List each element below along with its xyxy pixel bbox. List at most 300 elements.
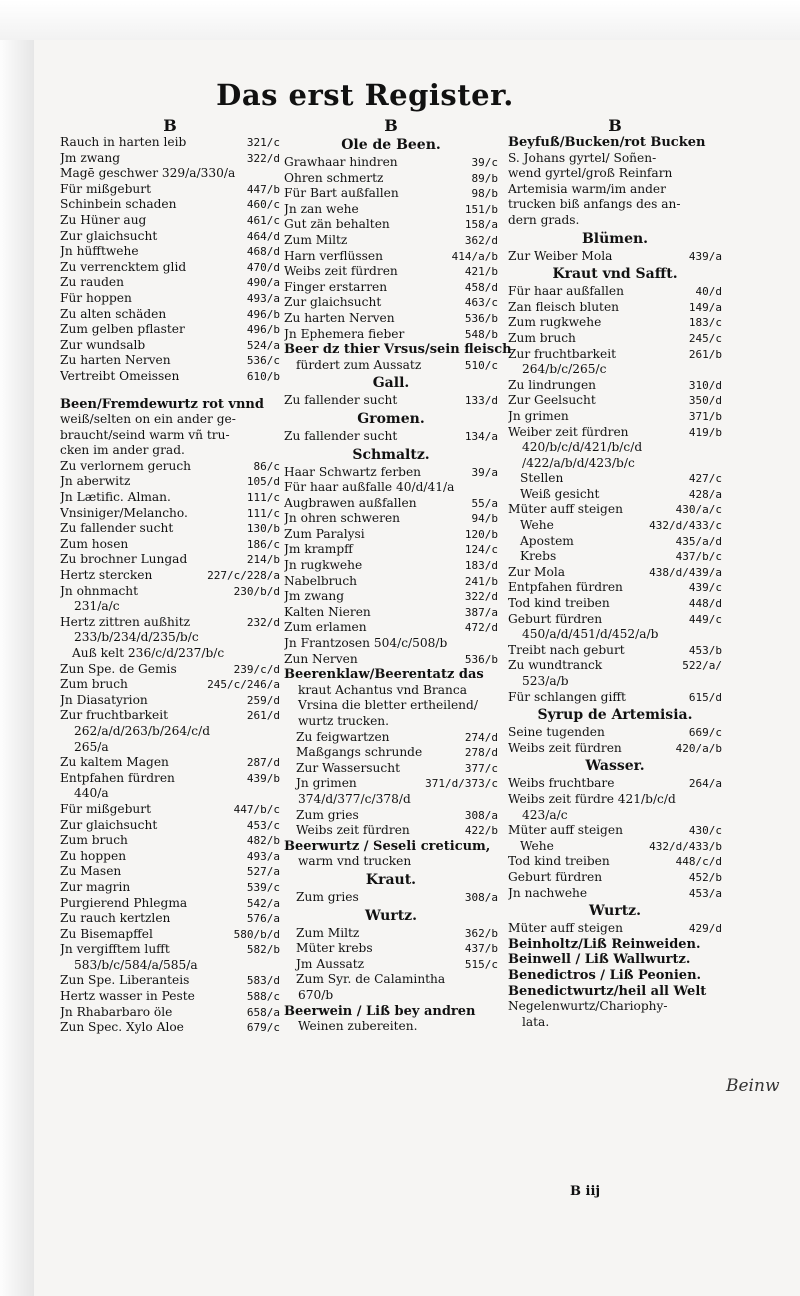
- entry-term: Für Bart außfallen: [284, 186, 399, 201]
- entry-term: Zan fleisch bluten: [508, 299, 620, 314]
- register-entry: [508, 596, 722, 612]
- register-entry: [60, 771, 280, 787]
- entry-reference: 214/b: [246, 553, 280, 567]
- register-entry: [508, 409, 722, 425]
- register-column-2: [284, 116, 512, 1035]
- entry-reference: 245/c: [688, 331, 722, 345]
- entry-reference: 111/c: [246, 491, 280, 505]
- entry-reference: 437/b: [464, 942, 498, 956]
- entry-reference: 308/a: [464, 890, 498, 904]
- entry-term: Für hoppen: [60, 290, 132, 305]
- entry-reference: 610/b: [246, 369, 280, 383]
- entry-term: Weiß gesicht: [520, 486, 600, 501]
- register-entry: [508, 565, 722, 581]
- entry-term: Müter krebs: [296, 941, 373, 956]
- entry-term: Jn Rhabarbaro öle: [60, 1004, 173, 1019]
- register-headword: Beer dz thier Vrsus/sein fleisch: [284, 342, 512, 358]
- register-entry: [508, 425, 722, 441]
- entry-reference: 435/a/d: [675, 534, 722, 548]
- register-entry: [60, 213, 280, 229]
- entry-term: Zum rugkwehe: [508, 315, 602, 330]
- register-headword: Beerwein / Liß bey andren: [284, 1003, 476, 1019]
- entry-term: Zum gries: [296, 889, 359, 904]
- register-entry: [60, 229, 280, 245]
- entry-term: Schinbein schaden: [60, 197, 177, 212]
- register-continuation: 420/b/c/d/421/b/c/d: [522, 440, 643, 455]
- register-entry: [284, 249, 498, 265]
- register-entry: [508, 471, 722, 487]
- entry-term: Jn ohren schweren: [284, 511, 401, 526]
- entry-reference: 322/d: [246, 151, 280, 165]
- entry-reference: 548/b: [464, 327, 498, 341]
- entry-term: Purgierend Phlegma: [60, 895, 188, 910]
- register-continuation: 265/a: [74, 739, 109, 754]
- entry-term: Wehe: [520, 838, 554, 853]
- entry-term: Zum gries: [296, 807, 359, 822]
- register-entry: [60, 662, 280, 678]
- register-entry: [60, 833, 280, 849]
- entry-term: Zum bruch: [60, 833, 128, 848]
- entry-term: Hertz zittren außhitz: [60, 614, 191, 629]
- entry-term: fürdert zum Aussatz: [296, 357, 422, 372]
- entry-reference: 322/d: [464, 590, 498, 604]
- register-continuation: weiß/selten on ein ander ge-: [60, 412, 236, 427]
- entry-term: Geburt fürdren: [508, 611, 603, 626]
- entry-reference: 490/a: [246, 276, 280, 290]
- register-entry: [284, 574, 498, 590]
- entry-term: Zu brochner Lungad: [60, 552, 188, 567]
- entry-reference: 414/a/b: [451, 249, 498, 263]
- entry-reference: 437/b/c: [675, 550, 722, 564]
- entry-term: Für schlangen gifft: [508, 689, 626, 704]
- register-entry: [60, 151, 280, 167]
- entry-reference: 536/b: [464, 311, 498, 325]
- entry-term: Weibs zeit fürdren: [508, 740, 622, 755]
- register-entry: [60, 693, 280, 709]
- entry-reference: 186/c: [246, 537, 280, 551]
- register-entry: [60, 537, 280, 553]
- page-top-edge: [0, 0, 800, 40]
- register-entry: [60, 896, 280, 912]
- entry-term: Rauch in harten leib: [60, 135, 187, 149]
- register-entry: [60, 973, 280, 989]
- entry-reference: 582/b: [246, 943, 280, 957]
- entry-term: Zu rauden: [60, 275, 124, 290]
- register-headword: Beerenklaw/Beerentatz das: [284, 667, 484, 683]
- register-entry: [284, 295, 498, 311]
- entry-term: Kalten Nieren: [284, 604, 371, 619]
- register-entry: [60, 338, 280, 354]
- register-entry: [60, 369, 280, 385]
- entry-reference: 287/d: [246, 756, 280, 770]
- entry-reference: 39/c: [471, 156, 498, 169]
- entry-reference: 183/d: [464, 559, 498, 573]
- entry-term: Zum erlamen: [284, 620, 367, 635]
- entry-term: Jn Frantzosen 504/c/508/b: [284, 636, 448, 651]
- entry-reference: 527/a: [246, 865, 280, 879]
- register-entry: [508, 378, 722, 394]
- section-heading: Kraut.: [365, 871, 417, 888]
- entry-term: Zum gelben pflaster: [60, 322, 185, 337]
- register-entry: [284, 202, 498, 218]
- handwritten-margin-note: Beinw: [726, 1076, 780, 1096]
- entry-term: Weibs fruchtbare: [508, 776, 615, 791]
- register-continuation: 231/a/c: [74, 599, 120, 614]
- entry-term: Für mißgeburt: [60, 801, 151, 816]
- entry-reference: 377/c: [464, 761, 498, 775]
- register-entry: [60, 474, 280, 490]
- register-entry: [60, 927, 280, 943]
- register-entry: [508, 725, 722, 741]
- register-continuation: wurtz trucken.: [298, 714, 390, 728]
- register-entry: [60, 1020, 280, 1036]
- entry-reference: 576/a: [246, 912, 280, 926]
- entry-reference: 428/a: [688, 487, 722, 501]
- entry-term: Jn vergifftem lufft: [60, 942, 170, 957]
- register-entry: [60, 802, 280, 818]
- register-headword: Benedictwurtz/heil all Welt: [508, 983, 707, 999]
- register-entry: [60, 1005, 280, 1021]
- entry-reference: 438/d/439/a: [649, 565, 722, 579]
- entry-reference: 458/d: [464, 280, 498, 294]
- entry-reference: 510/c: [464, 358, 498, 372]
- entry-term: Zu Masen: [60, 864, 122, 879]
- register-continuation: cken im ander grad.: [60, 443, 185, 458]
- entry-reference: 98/b: [471, 187, 498, 201]
- register-continuation: 423/a/c: [522, 807, 568, 822]
- register-entry: [60, 646, 280, 662]
- register-entry: [284, 636, 498, 652]
- entry-reference: 261/d: [246, 709, 280, 723]
- register-entry: [508, 886, 722, 902]
- register-entry: [60, 521, 280, 537]
- register-continuation: braucht/seind warm vñ tru-: [60, 427, 230, 442]
- register-entry: [508, 249, 722, 265]
- entry-reference: 496/b: [246, 323, 280, 337]
- register-headword: Beyfuß/Bucken/rot Bucken: [508, 135, 706, 150]
- entry-reference: 496/b: [246, 307, 280, 321]
- register-entry: [60, 880, 280, 896]
- entry-term: Hertz stercken: [60, 568, 153, 583]
- register-continuation: trucken biß anfangs des an-: [508, 197, 681, 212]
- entry-term: Vertreibt Omeissen: [60, 368, 180, 383]
- entry-reference: 274/d: [464, 730, 498, 744]
- entry-term: Zum Syr. de Calamintha: [296, 972, 446, 987]
- entry-term: Auß kelt 236/c/d/237/b/c: [72, 646, 225, 660]
- section-heading: Ole de Been.: [341, 137, 441, 153]
- register-entry: [60, 708, 280, 724]
- entry-reference: 94/b: [471, 512, 498, 526]
- entry-reference: 133/d: [464, 394, 498, 408]
- entry-reference: 151/b: [464, 202, 498, 216]
- register-entry: [60, 552, 280, 568]
- section-heading: Gromen.: [357, 410, 425, 427]
- register-entry: [284, 527, 498, 543]
- register-entry: [60, 849, 280, 865]
- entry-reference: 230/b/d: [233, 584, 280, 598]
- entry-term: Jn Lætific. Alman.: [60, 490, 171, 505]
- entry-reference: 679/c: [246, 1021, 280, 1035]
- register-entry: [284, 511, 498, 527]
- entry-term: Müter auff steigen: [508, 921, 623, 936]
- entry-term: Zu rauch kertzlen: [60, 911, 171, 926]
- register-continuation: S. Johans gyrtel/ Soñen-: [508, 150, 657, 165]
- entry-term: Zu wundtranck: [508, 658, 603, 673]
- register-headword: Been/Fremdewurtz rot vnnd: [60, 396, 264, 412]
- register-entry: [284, 358, 498, 374]
- entry-term: Weiber zeit fürdren: [508, 424, 629, 439]
- entry-term: Zu fallender sucht: [284, 428, 398, 443]
- entry-term: Zur magrin: [60, 879, 131, 894]
- entry-reference: 472/d: [464, 621, 498, 635]
- register-continuation: 583/b/c/584/a/585/a: [74, 957, 198, 972]
- register-entry: [284, 264, 498, 280]
- register-continuation: 523/a/b: [522, 674, 569, 688]
- entry-reference: 259/d: [246, 693, 280, 707]
- entry-reference: 241/b: [464, 574, 498, 588]
- entry-reference: 464/d: [246, 229, 280, 243]
- entry-term: Jn Ephemera fieber: [284, 326, 405, 341]
- entry-term: Vnsiniger/Melancho.: [60, 505, 188, 520]
- entry-term: Jn ohnmacht: [60, 583, 139, 598]
- section-heading: Syrup de Artemisia.: [537, 707, 693, 724]
- register-entry: [284, 233, 498, 249]
- register-entry: [60, 307, 280, 323]
- entry-term: Wehe: [520, 518, 554, 533]
- page-title: Das erst Register.: [216, 78, 514, 112]
- entry-term: Für mißgeburt: [60, 181, 151, 196]
- register-entry: [284, 776, 498, 792]
- entry-reference: 432/d/433/b: [649, 839, 722, 853]
- entry-term: Zu hoppen: [60, 848, 127, 863]
- entry-reference: 149/a: [688, 300, 722, 314]
- register-entry: [508, 393, 722, 409]
- register-entry: [284, 393, 498, 409]
- register-entry: [60, 584, 280, 600]
- register-entry: [284, 926, 498, 942]
- entry-term: Apostem: [520, 533, 574, 548]
- entry-reference: 420/a/b: [675, 741, 722, 755]
- register-entry: [284, 957, 498, 973]
- entry-reference: 232/d: [246, 615, 280, 629]
- register-entry: [508, 331, 722, 347]
- register-entry: [508, 549, 722, 565]
- entry-reference: 453/b: [688, 643, 722, 657]
- entry-reference: 432/d/433/c: [649, 519, 722, 533]
- entry-term: Zu Bisemapffel: [60, 926, 153, 941]
- register-continuation: kraut Achantus vnd Branca: [298, 682, 467, 697]
- entry-reference: 134/a: [464, 429, 498, 443]
- register-entry: [508, 534, 722, 550]
- section-heading: Schmaltz.: [352, 446, 430, 463]
- entry-reference: 447/b/c: [233, 802, 280, 816]
- section-heading: Wurtz.: [588, 903, 641, 920]
- entry-reference: 124/c: [464, 543, 498, 557]
- entry-term: Zu lindrungen: [508, 377, 597, 392]
- entry-term: Entpfahen fürdren: [508, 580, 623, 595]
- entry-term: Zur wundsalb: [60, 337, 146, 352]
- entry-term: Müter auff steigen: [508, 823, 623, 838]
- register-entry: [508, 741, 722, 757]
- entry-term: Zum Miltz: [296, 925, 360, 940]
- entry-reference: 245/c/246/a: [207, 678, 280, 692]
- signature-mark: B iij: [570, 1184, 601, 1199]
- register-entry: [60, 135, 280, 151]
- register-continuation: 374/d/377/c/378/d: [298, 791, 411, 806]
- register-continuation: lata.: [522, 1014, 550, 1029]
- register-entry: [508, 315, 722, 331]
- register-entry: [284, 155, 498, 171]
- entry-reference: 460/c: [246, 198, 280, 212]
- entry-reference: 321/c: [246, 136, 280, 149]
- entry-term: Nabelbruch: [284, 573, 357, 588]
- entry-term: Zum bruch: [508, 330, 576, 345]
- register-entry: [60, 244, 280, 260]
- register-entry: [508, 518, 722, 534]
- register-continuation: 264/b/c/265/c: [522, 362, 607, 377]
- entry-term: Zum bruch: [60, 677, 128, 692]
- register-entry: [284, 465, 498, 481]
- register-continuation: Artemisia warm/im ander: [508, 181, 666, 196]
- register-entry: [508, 839, 722, 855]
- register-entry: [60, 755, 280, 771]
- register-headword: Benedictros / Liß Peonien.: [508, 967, 702, 983]
- entry-term: Hertz wasser in Peste: [60, 989, 195, 1004]
- register-entry: [508, 643, 722, 659]
- entry-reference: 536/c: [246, 354, 280, 368]
- entry-reference: 130/b: [246, 522, 280, 536]
- entry-reference: 422/b: [464, 824, 498, 838]
- entry-term: Weibs zeit fürdren: [296, 823, 410, 838]
- entry-term: Harn verflüssen: [284, 248, 383, 263]
- entry-reference: 362/b: [464, 926, 498, 940]
- register-continuation: 450/a/d/451/d/452/a/b: [522, 627, 659, 642]
- register-entry: [60, 353, 280, 369]
- entry-term: Seine tugenden: [508, 725, 605, 740]
- entry-term: Finger erstarren: [284, 279, 388, 294]
- register-entry: [284, 808, 498, 824]
- register-continuation: 440/a: [74, 786, 109, 801]
- entry-reference: 461/c: [246, 213, 280, 227]
- register-entry: [284, 496, 498, 512]
- entry-term: Zur glaichsucht: [60, 817, 158, 832]
- entry-term: Treibt nach geburt: [508, 642, 625, 657]
- spacer: [60, 385, 280, 397]
- entry-term: Zur fruchtbarkeit: [508, 346, 617, 361]
- entry-term: Für haar außfallen: [508, 284, 624, 299]
- register-entry: [284, 311, 498, 327]
- register-headword: Beinwell / Liß Wallwurtz.: [508, 952, 691, 968]
- entry-reference: 183/c: [688, 316, 722, 330]
- register-continuation: 262/a/d/263/b/264/c/d: [74, 723, 211, 738]
- entry-term: Zun Nerven: [284, 651, 358, 666]
- entry-term: Gut zän behalten: [284, 217, 390, 232]
- entry-reference: 669/c: [688, 726, 722, 740]
- entry-reference: 453/a: [688, 886, 722, 900]
- entry-reference: 542/a: [246, 896, 280, 910]
- entry-term: Jm zwang: [60, 150, 121, 165]
- entry-reference: 111/c: [246, 506, 280, 520]
- register-entry: [284, 605, 498, 621]
- entry-term: Jn grimen: [508, 408, 569, 423]
- entry-reference: 429/d: [688, 922, 722, 936]
- entry-term: Tod kind treiben: [508, 596, 610, 611]
- entry-term: Zur Mola: [508, 564, 565, 579]
- entry-term: Zum Miltz: [284, 232, 348, 247]
- entry-reference: 468/d: [246, 245, 280, 259]
- entry-term: Jn nachwehe: [508, 885, 588, 900]
- register-entry: [284, 589, 498, 605]
- entry-term: Jn grimen: [296, 776, 357, 791]
- register-entry: [284, 941, 498, 957]
- entry-term: Müter auff steigen: [508, 502, 623, 517]
- entry-reference: 449/c: [688, 612, 722, 626]
- register-entry: [508, 612, 722, 628]
- entry-term: Zur Geelsucht: [508, 393, 596, 408]
- entry-term: Zur glaichsucht: [60, 228, 158, 243]
- entry-reference: 430/c: [688, 824, 722, 838]
- register-headword: Beerwurtz / Seseli creticum,: [284, 838, 491, 854]
- entry-term: Zu fallender sucht: [284, 393, 398, 408]
- register-entry: [284, 327, 498, 343]
- entry-term: Magē geschwer 329/a/330/a: [60, 166, 236, 181]
- entry-term: Zu fallender sucht: [60, 521, 174, 536]
- register-continuation: 670/b: [298, 987, 334, 1002]
- entry-reference: 350/d: [688, 394, 722, 408]
- entry-reference: 158/a: [464, 218, 498, 232]
- register-entry: [508, 921, 722, 937]
- register-entry: [508, 300, 722, 316]
- register-entry: [284, 890, 498, 906]
- entry-reference: 448/c/d: [675, 855, 722, 869]
- register-entry: [60, 677, 280, 693]
- entry-term: Jn aberwitz: [60, 474, 131, 489]
- entry-term: Zu harten Nerven: [284, 310, 395, 325]
- register-entry: [60, 989, 280, 1005]
- register-entry: [284, 480, 498, 496]
- register-entry: [508, 580, 722, 596]
- register-entry: [60, 275, 280, 291]
- entry-reference: 658/a: [246, 1005, 280, 1019]
- column-letter-head: B: [163, 116, 177, 135]
- entry-reference: 308/a: [464, 808, 498, 822]
- entry-reference: 227/c/228/a: [207, 569, 280, 583]
- register-entry: [508, 792, 722, 808]
- entry-term: Geburt fürdren: [508, 869, 603, 884]
- register-entry: [60, 818, 280, 834]
- entry-reference: 453/c: [246, 818, 280, 832]
- entry-term: Jn zan wehe: [284, 201, 359, 216]
- register-entry: [60, 911, 280, 927]
- register-entry: [284, 217, 498, 233]
- entry-term: Zur Wassersucht: [296, 760, 400, 775]
- register-entry: [60, 864, 280, 880]
- entry-reference: 522/a/: [682, 659, 722, 673]
- register-entry: [284, 558, 498, 574]
- entry-term: Zun Spe. Liberanteis: [60, 973, 190, 988]
- register-entry: [284, 745, 498, 761]
- register-entry: [508, 284, 722, 300]
- register-entry: [284, 761, 498, 777]
- entry-term: Krebs: [520, 549, 557, 564]
- entry-term: Augbrawen außfallen: [284, 495, 417, 510]
- entry-reference: 493/a: [246, 849, 280, 863]
- entry-reference: 55/a: [471, 496, 498, 510]
- entry-term: Zur Weiber Mola: [508, 248, 613, 263]
- register-entry: [60, 260, 280, 276]
- entry-term: Jm krampff: [284, 542, 353, 557]
- entry-reference: 261/b: [688, 347, 722, 361]
